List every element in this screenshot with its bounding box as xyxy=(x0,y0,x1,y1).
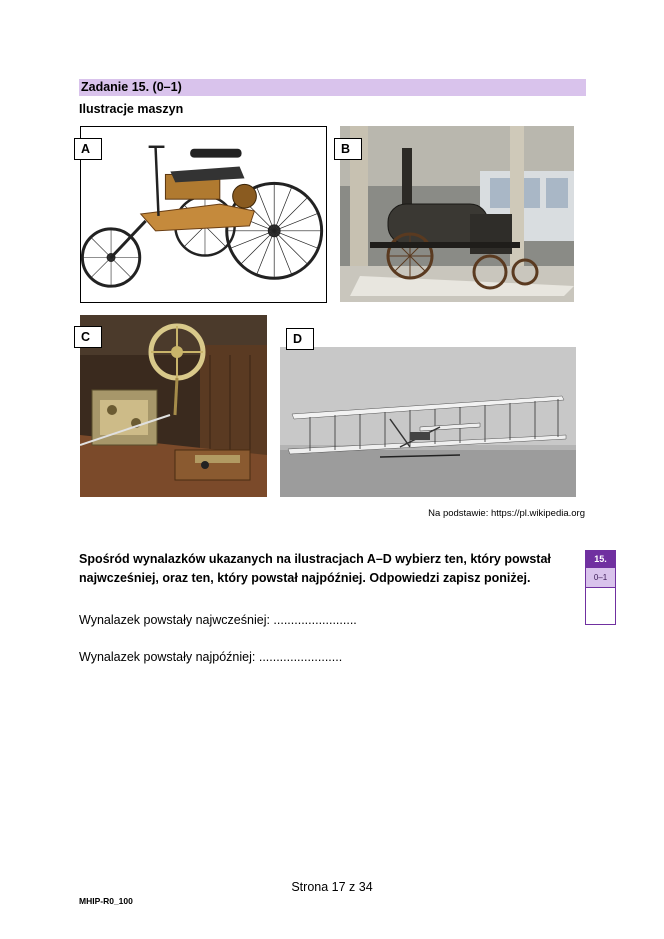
score-points: 0–1 xyxy=(586,568,615,588)
figure-c-label: C xyxy=(74,326,102,348)
figure-a-label: A xyxy=(74,138,102,160)
answer-earliest[interactable]: Wynalazek powstały najwcześniej: ........................ xyxy=(79,613,357,627)
score-entry-field[interactable] xyxy=(586,588,615,625)
figure-b-label: B xyxy=(334,138,362,160)
document-code: MHIP-R0_100 xyxy=(79,896,133,906)
task-question: Spośród wynalazków ukazanych na ilustracjach A–D wybierz ten, który powstał najwcześniej, oraz ten, który powstał najpóźniej. Odpowiedzi zapisz poniżej. xyxy=(79,552,551,585)
answer-latest[interactable]: Wynalazek powstały najpóźniej: ........................ xyxy=(79,650,343,664)
page-number: Strona 17 z 34 xyxy=(291,880,373,894)
figure-a-photo xyxy=(80,126,327,303)
figures-heading: Ilustracje maszyn xyxy=(79,102,184,116)
task-title: Zadanie 15. (0–1) xyxy=(79,79,586,96)
figure-c-photo xyxy=(80,315,267,497)
telegraph-illustration xyxy=(80,315,267,497)
tricycle-car-illustration xyxy=(81,127,326,302)
biplane-illustration xyxy=(280,347,576,497)
score-box xyxy=(585,550,616,625)
steam-locomotive-illustration xyxy=(340,126,574,302)
source-note: Na podstawie: https://pl.wikipedia.org xyxy=(428,508,585,519)
figure-b-photo xyxy=(340,126,574,302)
figure-d-label: D xyxy=(286,328,314,350)
figure-d-photo xyxy=(280,347,576,497)
score-task-number: 15. xyxy=(586,551,615,568)
